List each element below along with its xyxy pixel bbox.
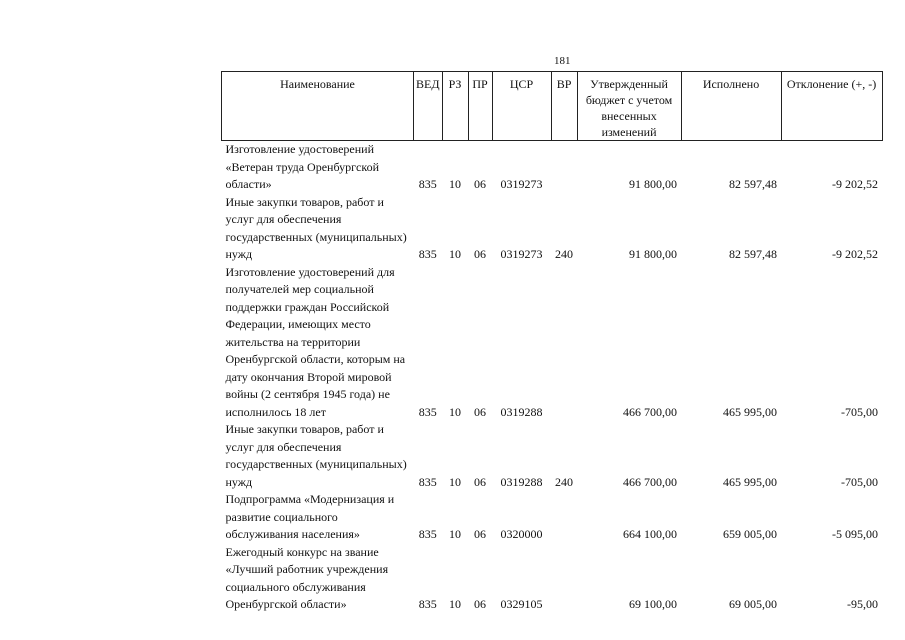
row-executed: 465 995,00: [723, 404, 778, 419]
row-pr: 06: [474, 527, 487, 541]
row-csr: 0319273: [500, 177, 543, 191]
row-pr: 06: [474, 247, 487, 261]
row-vr: [551, 491, 577, 544]
row-ved: 835: [418, 177, 437, 191]
table-row: [222, 421, 883, 491]
row-pr: 06: [474, 474, 487, 489]
row-name: Ежегодный конкурс на звание «Лучший работник учреждения социального обслуживания Оренбургской области»: [225, 544, 389, 611]
row-ved: 835: [418, 404, 437, 419]
row-budget: 91 800,00: [629, 247, 678, 261]
table-row: [222, 141, 883, 194]
table-row: [222, 544, 883, 614]
header-deviation: Отклонение (+, -): [781, 72, 882, 141]
header-pr: ПР: [468, 72, 492, 141]
row-budget: 69 100,00: [629, 597, 678, 611]
row-budget: 664 100,00: [623, 527, 678, 541]
row-pr: 06: [474, 597, 487, 611]
row-rz: 10: [449, 527, 462, 541]
budget-table-container: [221, 71, 883, 614]
row-csr: 0319288: [500, 404, 543, 419]
header-budget: Утвержденный бюджет с учетом внесенных изменений: [577, 72, 681, 141]
row-executed: 69 005,00: [729, 597, 778, 611]
row-vr: [551, 544, 577, 614]
row-rz: 10: [449, 474, 462, 489]
page-number: 181: [554, 55, 571, 67]
row-pr: 06: [474, 177, 487, 191]
row-name: Иные закупки товаров, работ и услуг для обеспечения государственных (муниципальных) нужд: [225, 194, 407, 261]
row-deviation: -9 202,52: [832, 177, 879, 191]
row-name: Иные закупки товаров, работ и услуг для обеспечения государственных (муниципальных) нужд: [225, 422, 407, 489]
row-csr: 0329105: [500, 597, 543, 611]
row-ved: 835: [418, 247, 437, 261]
row-csr: 0320000: [500, 527, 543, 541]
row-executed: 82 597,48: [729, 177, 778, 191]
table-row: [222, 194, 883, 264]
row-name: Изготовление удостоверений «Ветеран труда Оренбургской области»: [225, 142, 380, 191]
row-vr: [551, 264, 577, 422]
row-executed: 82 597,48: [729, 247, 778, 261]
row-deviation: -705,00: [841, 404, 879, 419]
header-rz: РЗ: [442, 72, 468, 141]
row-deviation: -5 095,00: [832, 527, 879, 541]
table-row: [222, 264, 883, 422]
row-budget: 466 700,00: [623, 474, 678, 489]
row-executed: 659 005,00: [723, 527, 778, 541]
header-executed: Исполнено: [681, 72, 781, 141]
row-name: Изготовление удостоверений для получателей мер социальной поддержки граждан Российской Федерации, имеющих место жительства на территории Оренбургской области, которым на дату окончания Второй мировой войны (2 сентября 1945 года) не исполнилось 18 лет: [225, 264, 406, 419]
row-ved: 835: [418, 474, 437, 489]
row-ved: 835: [418, 527, 437, 541]
row-rz: 10: [449, 247, 462, 261]
row-ved: 835: [418, 597, 437, 611]
header-ved: ВЕД: [414, 72, 443, 141]
row-vr: 240: [555, 474, 574, 489]
row-rz: 10: [449, 597, 462, 611]
row-pr: 06: [474, 404, 487, 419]
row-executed: 465 995,00: [723, 474, 778, 489]
row-deviation: -705,00: [841, 474, 879, 489]
row-deviation: -9 202,52: [832, 247, 879, 261]
row-csr: 0319273: [500, 247, 543, 261]
row-name: Подпрограмма «Модернизация и развитие социального обслуживания населения»: [225, 492, 395, 541]
row-vr: [551, 141, 577, 194]
row-budget: 91 800,00: [629, 177, 678, 191]
header-csr: ЦСР: [492, 72, 551, 141]
row-vr: 240: [555, 247, 574, 261]
row-budget: 466 700,00: [623, 404, 678, 419]
table-row: [222, 491, 883, 544]
row-deviation: -95,00: [847, 597, 879, 611]
header-name: Наименование: [222, 72, 414, 141]
row-rz: 10: [449, 177, 462, 191]
budget-table: [221, 71, 883, 614]
row-rz: 10: [449, 404, 462, 419]
row-csr: 0319288: [500, 474, 543, 489]
header-vr: ВР: [551, 72, 577, 141]
table-header-row: [222, 72, 883, 141]
